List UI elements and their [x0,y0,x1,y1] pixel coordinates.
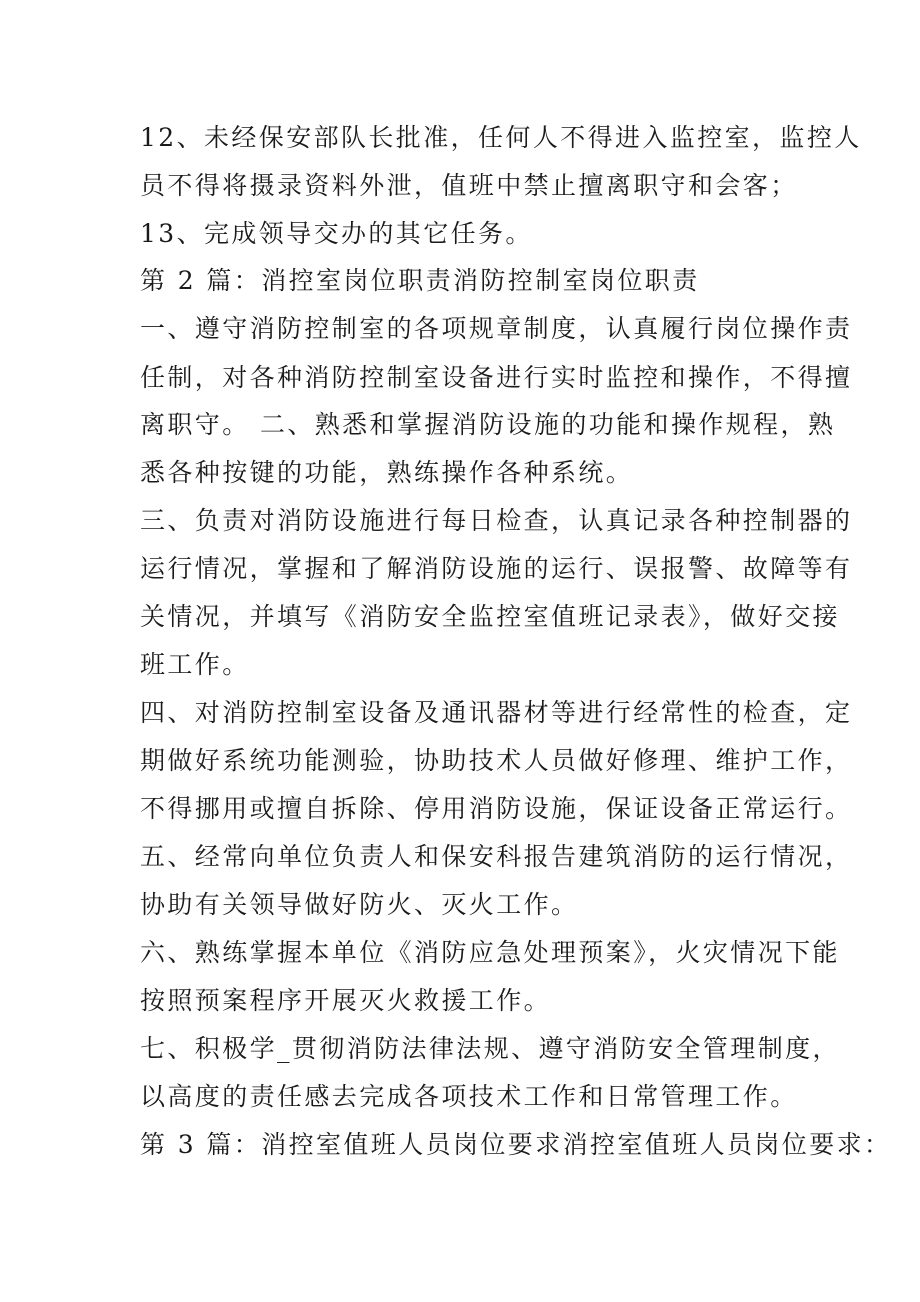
text-line: 一、遵守消防控制室的各项规章制度，认真履行岗位操作责 [140,314,853,343]
text-line: 五、经常向单位负责人和保安科报告建筑消防的运行情况， [140,842,853,871]
text-line: 六、熟练掌握本单位《消防应急处理预案》，火灾情况下能 [140,938,840,967]
text-line: 员不得将摄录资料外泄，值班中禁止擅离职守和会客； [140,171,798,200]
section-heading: 第 3 篇：消控室值班人员岗位要求消控室值班人员岗位要求： [140,1130,892,1159]
section-heading: 第 2 篇：消控室岗位职责消防控制室岗位职责 [140,266,700,295]
text-line: 按照预案程序开展灭火救援工作。 [140,986,552,1015]
text-line: 运行情况，掌握和了解消防设施的运行、误报警、故障等有 [140,554,853,583]
text-line: 四、对消防控制室设备及通讯器材等进行经常性的检查，定 [140,698,853,727]
text-line: 七、积极学_贯彻消防法律法规、遵守消防安全管理制度， [140,1034,840,1063]
text-line: 期做好系统功能测验，协助技术人员做好修理、维护工作， [140,746,853,775]
text-line: 离职守。 二、熟悉和掌握消防设施的功能和操作规程，熟 [140,410,836,439]
text-line: 悉各种按键的功能，熟练操作各种系统。 [140,458,634,487]
text-line: 任制，对各种消防控制室设备进行实时监控和操作，不得擅 [140,363,853,392]
text-line: 三、负责对消防设施进行每日检查，认真记录各种控制器的 [140,506,853,535]
text-line: 协助有关领导做好防火、灭火工作。 [140,890,579,919]
text-line: 以高度的责任感去完成各项技术工作和日常管理工作。 [140,1082,798,1111]
text-line: 不得挪用或擅自拆除、停用消防设施，保证设备正常运行。 [140,794,853,823]
text-line: 关情况，并填写《消防安全监控室值班记录表》，做好交接 [140,602,840,631]
text-line: 13、完成领导交办的其它任务。 [140,219,533,248]
text-line: 12、未经保安部队长批准，任何人不得进入监控室，监控人 [140,123,862,152]
text-line: 班工作。 [140,650,250,679]
